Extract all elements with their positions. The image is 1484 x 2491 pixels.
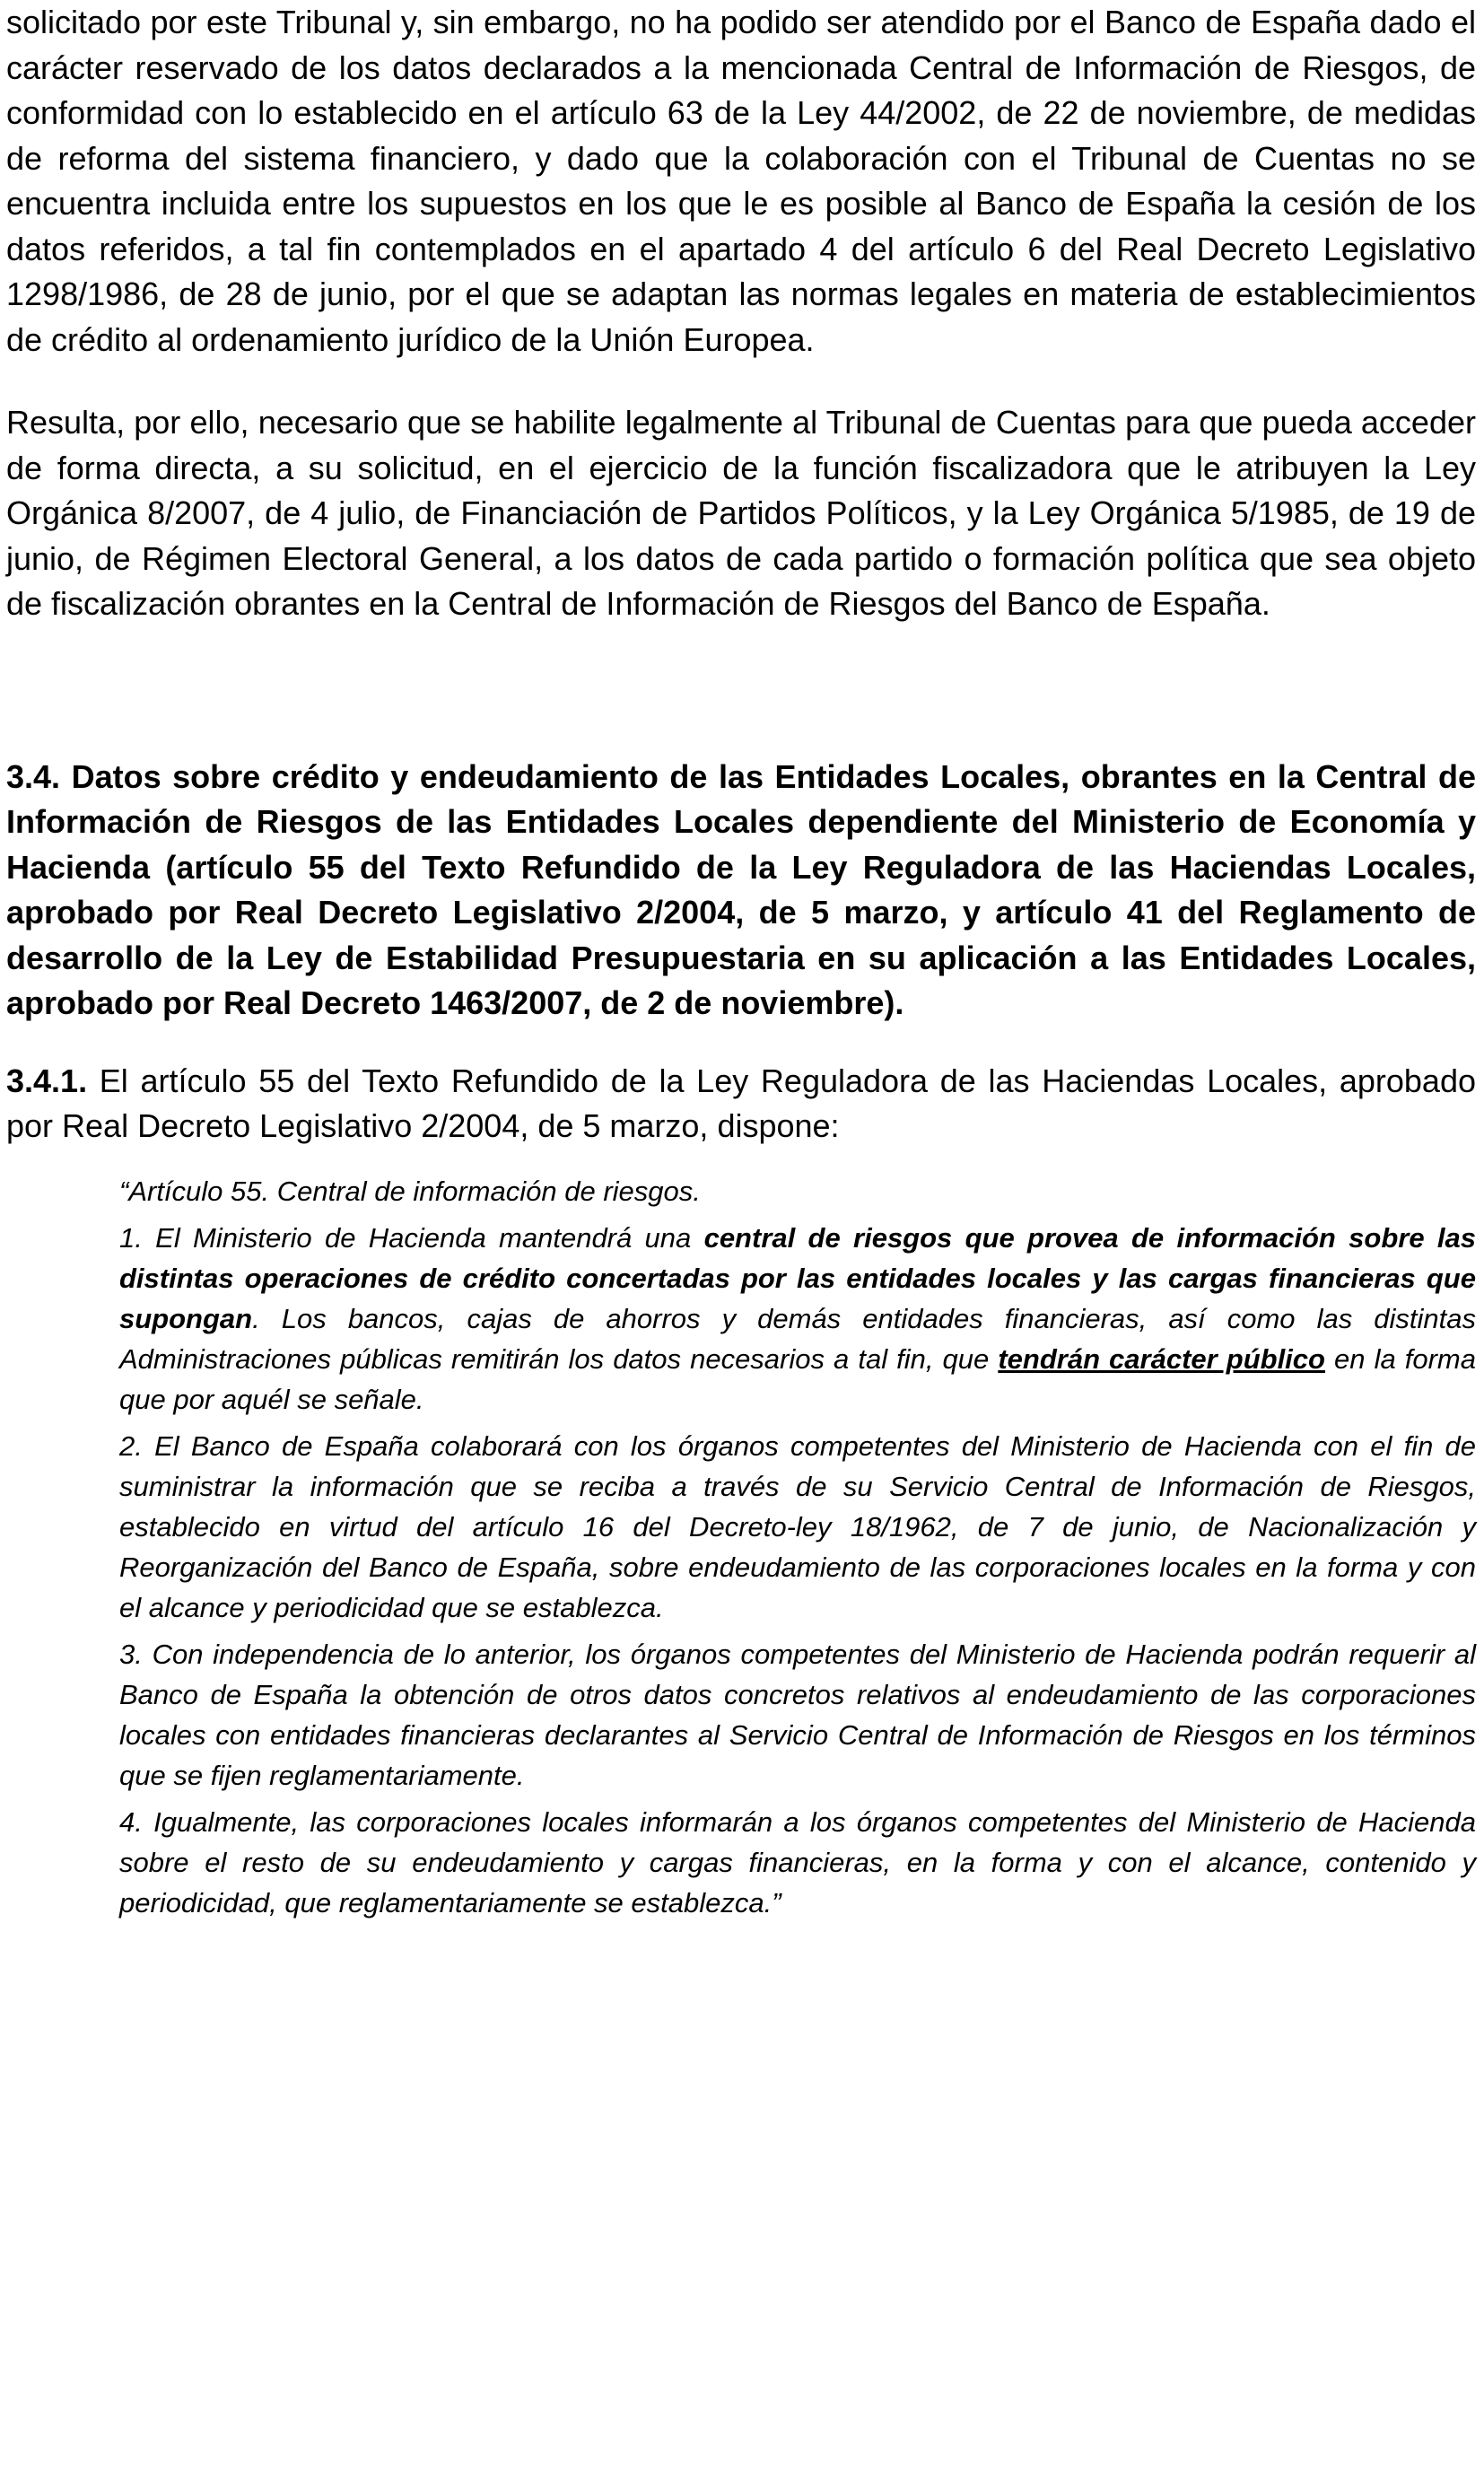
paragraph-habilitacion: Resulta, por ello, necesario que se habilite legalmente al Tribunal de Cuentas para que pueda acceder de forma directa, a su solicitud, en el ejercicio de la función fiscalizadora que le atribuyen la Ley Orgánica 8/2007, de 4 julio, de Financiación de Partidos Políticos, y la Ley Orgánica 5/1985, de 19 de junio, de Régimen Electoral General, a los datos de cada partido o formación política que sea objeto de fiscalización obrantes en la Central de Información de Riesgos del Banco de España. — [6, 404, 1476, 622]
paragraph-continuation: solicitado por este Tribunal y, sin embargo, no ha podido ser atendido por el Banco de España dado el carácter reservado de los datos declarados a la mencionada Central de Información de Riesgos, de conformidad con lo establecido en el artículo 63 de la Ley 44/2002, de 22 de noviembre, de medidas de reforma del sistema financiero, y dado que la colaboración con el Tribunal de Cuentas no se encuentra incluida entre los supuestos en los que le es posible al Banco de España la cesión de los datos referidos, a tal fin contemplados en el apartado 4 del artículo 6 del Real Decreto Legislativo 1298/1986, de 28 de junio, por el que se adaptan las normas legales en materia de establecimientos de crédito al ordenamiento jurídico de la Unión Europea. — [6, 4, 1476, 358]
document-page — [6, 0, 1476, 1923]
quote-item-1-pre: 1. El Ministerio de Hacienda mantendrá una — [119, 1221, 704, 1254]
section-title: Datos sobre crédito y endeudamiento de las Entidades Locales, obrantes en la Central de Información de Riesgos de las Entidades Locales dependiente del Ministerio de Economía y Hacienda (artículo 55 del Texto Refundido de la Ley Reguladora de las Haciendas Locales, aprobado por Real Decreto Legislativo 2/2004, de 5 marzo, y artículo 41 del Reglamento de desarrollo de la Ley de Estabilidad Presupuestaria en su aplicación a las Entidades Locales, aprobado por Real Decreto 1463/2007, de 2 de noviembre). — [6, 757, 1476, 1021]
subsection-number: 3.4.1. — [6, 1062, 88, 1099]
quote-item-3: 3. Con independencia de lo anterior, los órganos competentes del Ministerio de Hacienda podrán requerir al Banco de España la obtención de otros datos concretos relativos al endeudamiento de las corporaciones locales con entidades financieras declarantes al Servicio Central de Información de Riesgos en los términos que se fijen reglamentariamente. — [119, 1638, 1476, 1791]
legal-quote — [119, 1171, 1476, 1923]
section-heading — [6, 755, 1476, 1027]
section-number: 3.4. — [6, 757, 61, 795]
subsection-paragraph — [6, 1059, 1476, 1149]
quote-item-1-mid: . Los bancos, cajas de ahorros y demás entidades financieras, así como las distintas Administraciones públicas remitirán los datos necesarios a tal fin, que — [119, 1302, 1476, 1375]
subsection-text: El artículo 55 del Texto Refundido de la Ley Reguladora de las Haciendas Locales, aprobado por Real Decreto Legislativo 2/2004, de 5 marzo, dispone: — [6, 1062, 1476, 1144]
quote-title: “Artículo 55. Central de información de riesgos. — [119, 1175, 701, 1207]
quote-item-1-bold-underline: tendrán carácter público — [998, 1342, 1325, 1375]
quote-item-4: 4. Igualmente, las corporaciones locales informarán a los órganos competentes del Ministerio de Hacienda sobre el resto de su endeudamiento y cargas financieras, en la forma y con el alcance, contenido y periodicidad, que reglamentariamente se establezca.” — [119, 1805, 1476, 1919]
quote-item-2: 2. El Banco de España colaborará con los órganos competentes del Ministerio de Hacienda con el fin de suministrar la información que se reciba a través de su Servicio Central de Información de Riesgos, establecido en virtud del artículo 16 del Decreto-ley 18/1962, de 7 de junio, de Nacionalización y Reorganización del Banco de España, sobre endeudamiento de las corporaciones locales en la forma y con el alcance y periodicidad que se establezca. — [119, 1429, 1476, 1623]
quote-item-1 — [119, 1218, 1476, 1420]
quote-item-1-post: en la forma que por aquél se señale. — [119, 1342, 1476, 1415]
quote-item-1-bold: central de riesgos que provea de información sobre las distintas operaciones de crédito concertadas por las entidades locales y las cargas financieras que supongan — [119, 1221, 1476, 1334]
